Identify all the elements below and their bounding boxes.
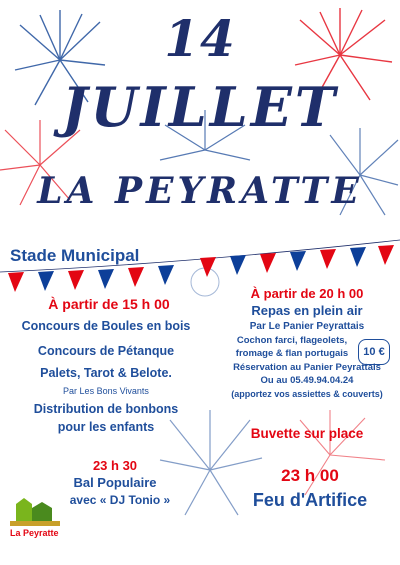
month-title: JUILLET bbox=[61, 75, 339, 139]
menu-line-1: Cochon farci, flageolets, bbox=[236, 335, 348, 346]
price-badge: 10 € bbox=[358, 339, 390, 365]
activity-petanque: Concours de Pétanque bbox=[37, 344, 175, 358]
logo-icon bbox=[10, 494, 62, 528]
reservation-note: (apportez vos assiettes & couverts) bbox=[231, 389, 383, 399]
activity-palets: Palets, Tarot & Belote. bbox=[40, 366, 172, 380]
ball-dj: avec « DJ Tonio » bbox=[69, 493, 171, 507]
left-time: À partir de 15 h 00 bbox=[48, 296, 170, 312]
fireworks-time: 23 h 00 bbox=[281, 466, 339, 485]
activity-boules: Concours de Boules en bois bbox=[21, 319, 191, 333]
reservation-phone: Ou au 05.49.94.04.24 bbox=[260, 375, 354, 386]
firework-burst-icon bbox=[191, 268, 219, 296]
logo bbox=[10, 494, 62, 540]
day-title: 14 bbox=[164, 9, 236, 68]
reservation-line-1: Réservation au Panier Peyrattais bbox=[233, 362, 381, 373]
ball-title: Bal Populaire bbox=[73, 475, 157, 490]
logo-text: La Peyratte bbox=[10, 528, 59, 538]
menu-line-2: fromage & flan portugais bbox=[235, 348, 349, 359]
left-organizer: Par Les Bons Vivants bbox=[63, 386, 149, 396]
buvette-label: Buvette sur place bbox=[250, 426, 364, 441]
meal-title: Repas en plein air bbox=[251, 303, 363, 318]
meal-organizer: Par Le Panier Peyrattais bbox=[249, 321, 365, 332]
ball-time: 23 h 30 bbox=[92, 458, 138, 473]
right-time: À partir de 20 h 00 bbox=[250, 286, 364, 301]
candy-line-1: Distribution de bonbons bbox=[33, 402, 179, 416]
town-title: LA PEYRATTE bbox=[37, 170, 363, 212]
fireworks-title: Feu d'Artifice bbox=[252, 490, 368, 510]
venue-label: Stade Municipal bbox=[10, 246, 140, 265]
candy-line-2: pour les enfants bbox=[57, 420, 155, 434]
